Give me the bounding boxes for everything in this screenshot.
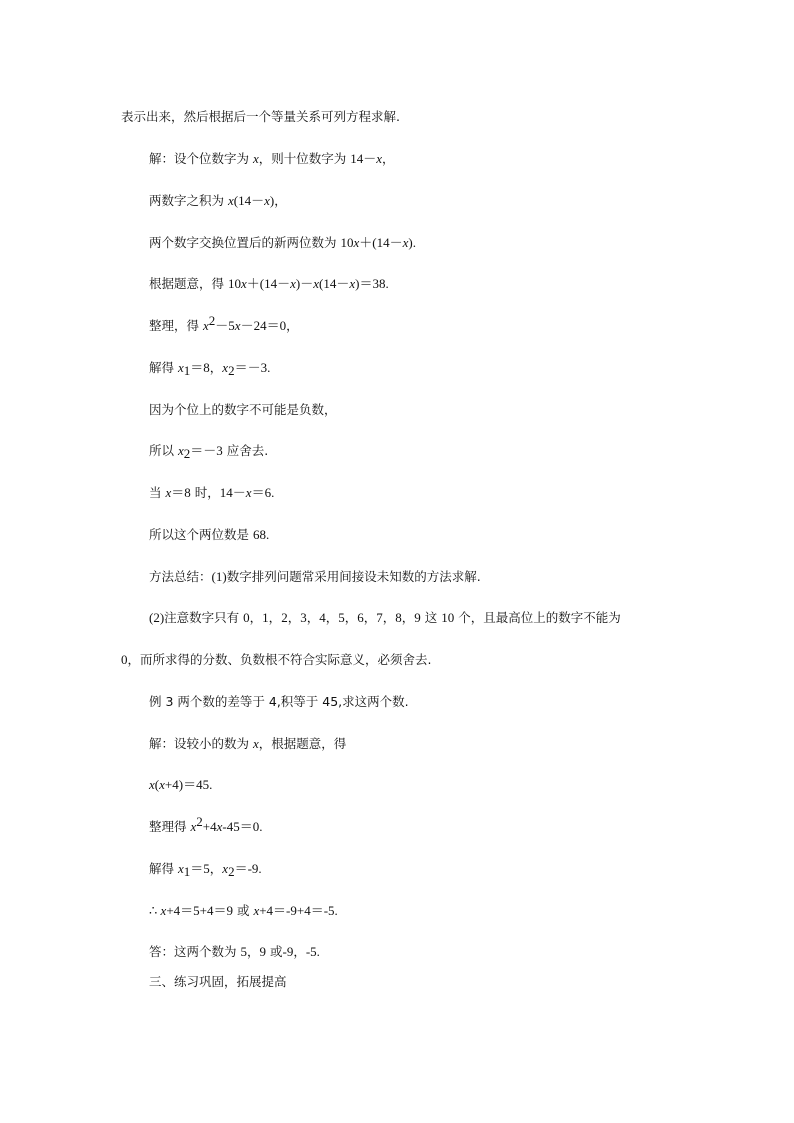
math-text: x (402, 235, 409, 250)
text-line (149, 944, 320, 960)
math-text: 6 (357, 610, 364, 625)
line-text: ， (382, 610, 396, 625)
math-text: ＝－3 (190, 443, 223, 458)
math-text: ( (154, 777, 160, 792)
line-text: ， (382, 151, 395, 166)
math-text: ＝-9. (234, 861, 262, 876)
text-line (149, 193, 287, 209)
line-text: ， (249, 610, 263, 625)
math-text: (14－ (233, 193, 265, 208)
line-text: 所以这个两位数是 (149, 527, 253, 542)
line-text: ，而所求得的分数、负数根不符合实际意义，必须舍去. (127, 652, 432, 667)
math-text: x (290, 276, 296, 291)
line-text: 整理，得 (149, 318, 203, 333)
math-text: 5 (240, 944, 247, 959)
line-text: 解得 (149, 861, 178, 876)
line-text: ， (287, 610, 301, 625)
math-text: x (234, 318, 241, 333)
line-text: 三、练习巩固，拓展提高 (149, 974, 287, 989)
math-text: x (160, 903, 167, 918)
line-text: 答：这两个数为 (149, 944, 241, 959)
math-text: -5. (305, 944, 320, 959)
math-text: x (222, 360, 229, 375)
text-line (149, 569, 481, 585)
line-text: 时， (190, 485, 220, 500)
math-text: x (252, 736, 259, 751)
math-text: +4＝-9+4＝-5. (259, 903, 338, 918)
math-text: x (227, 193, 234, 208)
math-text: x (353, 235, 360, 250)
line-text: ， (325, 610, 339, 625)
line-text: ， (363, 610, 377, 625)
math-text: －24＝0 (240, 318, 287, 333)
math-text: +4)＝45. (164, 777, 213, 792)
line-text: 根据题意，得 (149, 276, 228, 291)
line-text: 注意数字只有 (164, 610, 244, 625)
math-text: x (349, 276, 356, 291)
line-text: 这 (420, 610, 442, 625)
math-text: x (240, 276, 247, 291)
line-text: ， (209, 861, 223, 876)
line-text: 两数字之积为 (149, 193, 228, 208)
math-text: ＝－3. (234, 360, 271, 375)
text-line (149, 527, 269, 543)
math-text: x (177, 861, 184, 876)
math-text: x (264, 193, 270, 208)
text-line (149, 777, 212, 793)
math-text: 2 (228, 864, 235, 879)
text-line (149, 610, 621, 626)
line-text: 表示出来，然后根据后一个等量关系可列方程求解. (121, 109, 400, 124)
math-text: -45＝0. (222, 819, 263, 834)
text-line (149, 814, 263, 835)
math-text: x (252, 151, 259, 166)
line-text: ，则十位数字为 (258, 151, 351, 166)
math-text: 0 (243, 610, 250, 625)
line-text: 解：设个位数字为 (149, 151, 253, 166)
line-text: 应舍去. (222, 443, 269, 458)
line-text: ， (306, 610, 320, 625)
text-line (149, 903, 338, 919)
line-text: ， (344, 610, 358, 625)
math-text: 9 (259, 944, 266, 959)
math-text: (2) (149, 610, 165, 625)
math-text: ＋(14－ (359, 235, 403, 250)
text-line (121, 109, 400, 125)
math-text: 8 (395, 610, 402, 625)
math-text: 2 (208, 313, 216, 328)
math-text: x (165, 485, 172, 500)
math-text: x (190, 819, 197, 834)
line-text: ， (286, 318, 299, 333)
line-text: ， (209, 360, 223, 375)
text-line (149, 235, 416, 251)
line-text: ， (293, 944, 306, 959)
line-text: 因为个位上的数字不可能是负数， (149, 402, 337, 417)
line-text: 数字排列问题常采用间接设未知数的方法求解. (226, 569, 481, 584)
math-text: +4 (202, 819, 217, 834)
math-text: ＝5 (190, 861, 210, 876)
math-text: 9 (414, 610, 421, 625)
text-line (149, 360, 270, 376)
math-text: ＝6. (251, 485, 275, 500)
line-text: ， (246, 944, 260, 959)
line-text: 所以 (149, 443, 178, 458)
math-text: x (177, 443, 184, 458)
math-text: -9 (282, 944, 294, 959)
math-text: x (202, 318, 209, 333)
math-text: ＝8 (171, 485, 191, 500)
math-text: 7 (376, 610, 383, 625)
math-text: (1) (211, 569, 227, 584)
math-text: )＝38. (355, 276, 389, 291)
line-text: ， (401, 610, 415, 625)
math-text: 2 (196, 814, 203, 829)
math-text: x (149, 777, 155, 792)
math-text: 2 (183, 446, 191, 461)
math-text: +4＝5+4＝9 (166, 903, 233, 918)
line-text: 解：设较小的数为 (149, 736, 253, 751)
math-text: ). (408, 235, 416, 250)
text-line (149, 974, 287, 990)
math-text: 14－ (219, 485, 246, 500)
math-text: x (216, 819, 223, 834)
line-text: 解得 (149, 360, 178, 375)
line-text: ，根据题意，得 (258, 736, 347, 751)
line-text: 整理得 (149, 819, 191, 834)
math-text: 10 (340, 235, 354, 250)
math-text: 1 (183, 864, 191, 879)
math-text: －5 (215, 318, 235, 333)
math-text: 0 (121, 652, 128, 667)
math-text: x (245, 485, 252, 500)
math-text: ∴ (149, 903, 161, 918)
line-text: 或 (232, 903, 254, 918)
math-text: )－ (295, 276, 314, 291)
math-text: x (376, 151, 383, 166)
math-text: ＋(14－ (246, 276, 291, 291)
line-text: ， (268, 610, 282, 625)
text-line (149, 151, 395, 167)
math-text: 10 (441, 610, 455, 625)
math-text: 68. (252, 527, 270, 542)
line-text: 或 (266, 944, 283, 959)
line-text: 例 3 两个数的差等于 4,积等于 45,求这两个数. (149, 694, 409, 709)
math-text: 2 (281, 610, 288, 625)
text-line (149, 276, 389, 292)
math-text: 14－ (350, 151, 377, 166)
math-text: 1 (262, 610, 269, 625)
math-text: x (313, 276, 320, 291)
text-line (149, 861, 262, 877)
line-text: ， (274, 193, 287, 208)
math-text: ) (269, 193, 275, 208)
math-text: 1 (183, 363, 191, 378)
math-text: x (222, 861, 229, 876)
text-line (149, 485, 274, 501)
line-text: 两个数字交换位置后的新两位数为 (149, 235, 341, 250)
math-text: 3 (300, 610, 307, 625)
math-text: ＝8 (190, 360, 210, 375)
math-text: 4 (319, 610, 326, 625)
text-line (149, 313, 299, 334)
line-text: 个，且最高位上的数字不能为 (454, 610, 621, 625)
math-text: 10 (227, 276, 241, 291)
line-text: 当 (149, 485, 166, 500)
math-text: 2 (228, 363, 235, 378)
text-line (149, 736, 346, 752)
math-text: x (253, 903, 260, 918)
line-text: 方法总结： (149, 569, 212, 584)
math-text: x (159, 777, 165, 792)
text-line (121, 652, 431, 668)
math-text: x (177, 360, 184, 375)
text-line (149, 443, 268, 459)
math-text: 5 (338, 610, 345, 625)
math-text: (14－ (319, 276, 350, 291)
text-line (149, 402, 337, 418)
text-line (149, 694, 409, 710)
